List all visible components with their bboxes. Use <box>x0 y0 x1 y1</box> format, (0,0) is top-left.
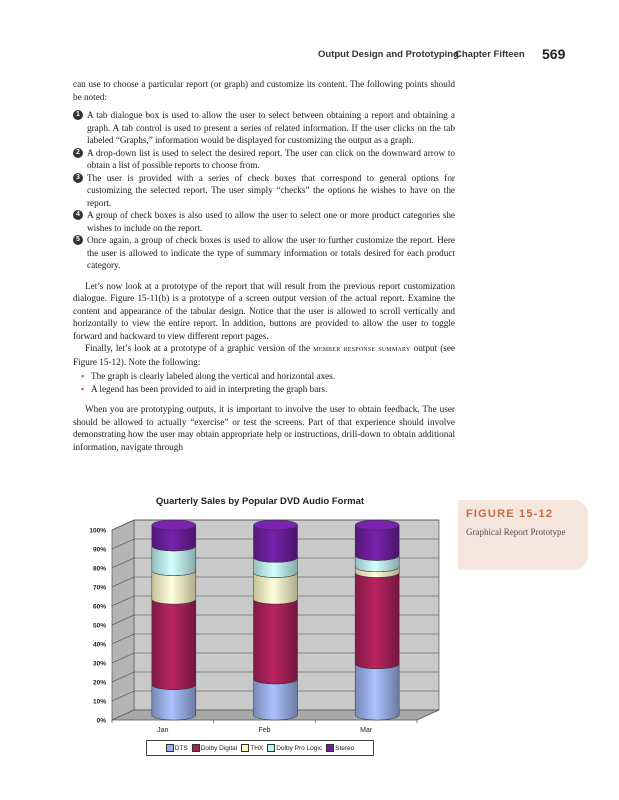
legend-item <box>166 744 188 752</box>
number-badge: 5 <box>73 235 83 245</box>
numbered-item-text: The user is provided with a series of check boxes that correspond to general options for customizing the selected report. The user simply “checks” the options he wishes to have on the report. <box>87 172 455 208</box>
report-name: member response summary <box>313 344 411 353</box>
bullet-item <box>81 383 455 396</box>
number-badge: 3 <box>73 173 83 183</box>
bullet-text: A legend has been provided to aid in interpreting the graph bars. <box>91 383 328 394</box>
bar-segment-cap <box>152 520 196 530</box>
bullet-icon: ▪ <box>81 383 85 394</box>
chart-title: Quarterly Sales by Popular DVD Audio Format <box>155 496 365 507</box>
legend-item <box>241 744 263 752</box>
number-badge: 2 <box>73 148 83 158</box>
numbered-item-text: Once again, a group of check boxes is used to allow the user to further customize the report. Here the user is allowed to indicate the type of summary information or totals desired for each product category. <box>87 235 455 270</box>
numbered-item <box>73 147 455 172</box>
x-tick-label: Jan <box>157 727 169 734</box>
bar-segment-dolby-digital <box>355 573 399 669</box>
numbered-item <box>73 172 455 210</box>
section-title: Output Design and Prototyping <box>318 49 459 60</box>
y-tick-label: 0% <box>96 717 106 725</box>
prototype-paragraph: Let’s now look at a prototype of the report that will result from the previous report customization dialogue. Figure 15-11(b) is a prototype of a screen output version of the actual report. Examine the content and appearance of the tabular design. Notice that the user is allowed to scroll vertically and horizontally to view the entire report. In addition, buttons are provided to allow the user to toggle forward and backward to view different report pages. <box>73 280 455 341</box>
numbered-item <box>73 209 455 234</box>
legend-label: Dolby Pro Logic <box>276 744 323 752</box>
bar-segment-dolby-digital <box>152 599 196 690</box>
y-tick-label: 60% <box>92 603 106 611</box>
y-tick-label: 10% <box>92 698 106 706</box>
bar-segment-dts <box>254 679 298 720</box>
x-tick-label: Mar <box>360 727 373 734</box>
y-tick-label: 40% <box>92 641 106 649</box>
legend-swatch <box>166 744 174 752</box>
chart <box>60 492 460 762</box>
numbered-item <box>73 234 455 272</box>
bullet-icon: ▪ <box>81 371 85 381</box>
intro-paragraph: can use to choose a particular report (or graph) and customize its content. The following points should be noted: <box>73 79 455 102</box>
legend-item <box>326 744 354 752</box>
number-badge: 4 <box>73 210 83 220</box>
numbered-item-text: A tab dialogue box is used to allow the user to select between obtaining a report and obtaining a graph. A tab control is used to present a series of related information. If the user clicks on the tab labeled “Graphs,” information would be displayed for customizing the output as a graph. <box>87 110 455 145</box>
legend-swatch <box>267 744 275 752</box>
y-tick-label: 70% <box>92 584 106 592</box>
legend-item <box>267 744 322 752</box>
y-tick-label: 20% <box>92 679 106 687</box>
legend-label: Dolby Digital <box>200 744 238 752</box>
bullet-list <box>73 370 455 395</box>
bar-segment-dts <box>355 664 399 720</box>
body-text <box>73 78 455 453</box>
bullet-item <box>81 370 455 383</box>
y-tick-label: 80% <box>92 565 106 573</box>
numbered-item-text: A group of check boxes is also used to allow the user to select one or more product categories she wishes to include on the report. <box>87 210 455 233</box>
bar-segment-cap <box>254 520 298 530</box>
figure-caption-box <box>458 500 588 570</box>
numbered-item-text: A drop-down list is used to select the desired report. The user can click on the downward arrow to obtain a list of possible reports to choose from. <box>87 147 455 170</box>
page-number: 569 <box>542 46 566 62</box>
figure-label: FIGURE 15-12 <box>466 508 554 520</box>
bar-segment-stereo <box>254 525 298 562</box>
legend-label: THX <box>250 744 264 752</box>
y-tick-label: 90% <box>92 546 106 554</box>
x-tick-label: Feb <box>258 727 271 734</box>
bar-segment-dts <box>152 685 196 720</box>
chart-plot <box>60 492 460 742</box>
numbered-item <box>73 109 455 147</box>
finally-prefix: Finally, let’s look at a prototype of a graphic version of the <box>85 343 311 353</box>
bar-segment-stereo <box>355 525 399 560</box>
number-badge: 1 <box>73 110 83 120</box>
finally-suffix: output (see Figure 15-12). Note the following: <box>73 343 456 367</box>
legend-item <box>192 744 238 752</box>
finally-paragraph <box>73 342 455 368</box>
legend-swatch <box>192 744 200 752</box>
running-head <box>318 46 568 64</box>
legend-label: Stereo <box>335 744 355 752</box>
y-tick-label: 50% <box>92 622 106 630</box>
feedback-paragraph: When you are prototyping outputs, it is important to involve the user to obtain feedback. The user should be allowed to actually “exercise” or test the screens. Part of that experience should involve demonstrating how the user may obtain appropriate help or instructions, drill-down to obtain additional information, navigate through <box>73 404 455 452</box>
legend-swatch <box>326 744 334 752</box>
numbered-list <box>73 109 455 272</box>
y-tick-label: 100% <box>89 527 106 535</box>
legend-swatch <box>241 744 249 752</box>
chart-legend <box>146 740 374 756</box>
bullet-text: The graph is clearly labeled along the vertical and horizontal axes. <box>91 371 336 381</box>
figure-caption: Graphical Report Prototype <box>466 527 566 537</box>
y-tick-label: 30% <box>92 660 106 668</box>
chapter-label: Chapter Fifteen <box>455 49 525 60</box>
legend-label: DTS <box>174 744 188 752</box>
bar-segment-dolby-digital <box>254 599 298 684</box>
bar-segment-cap <box>355 520 399 530</box>
